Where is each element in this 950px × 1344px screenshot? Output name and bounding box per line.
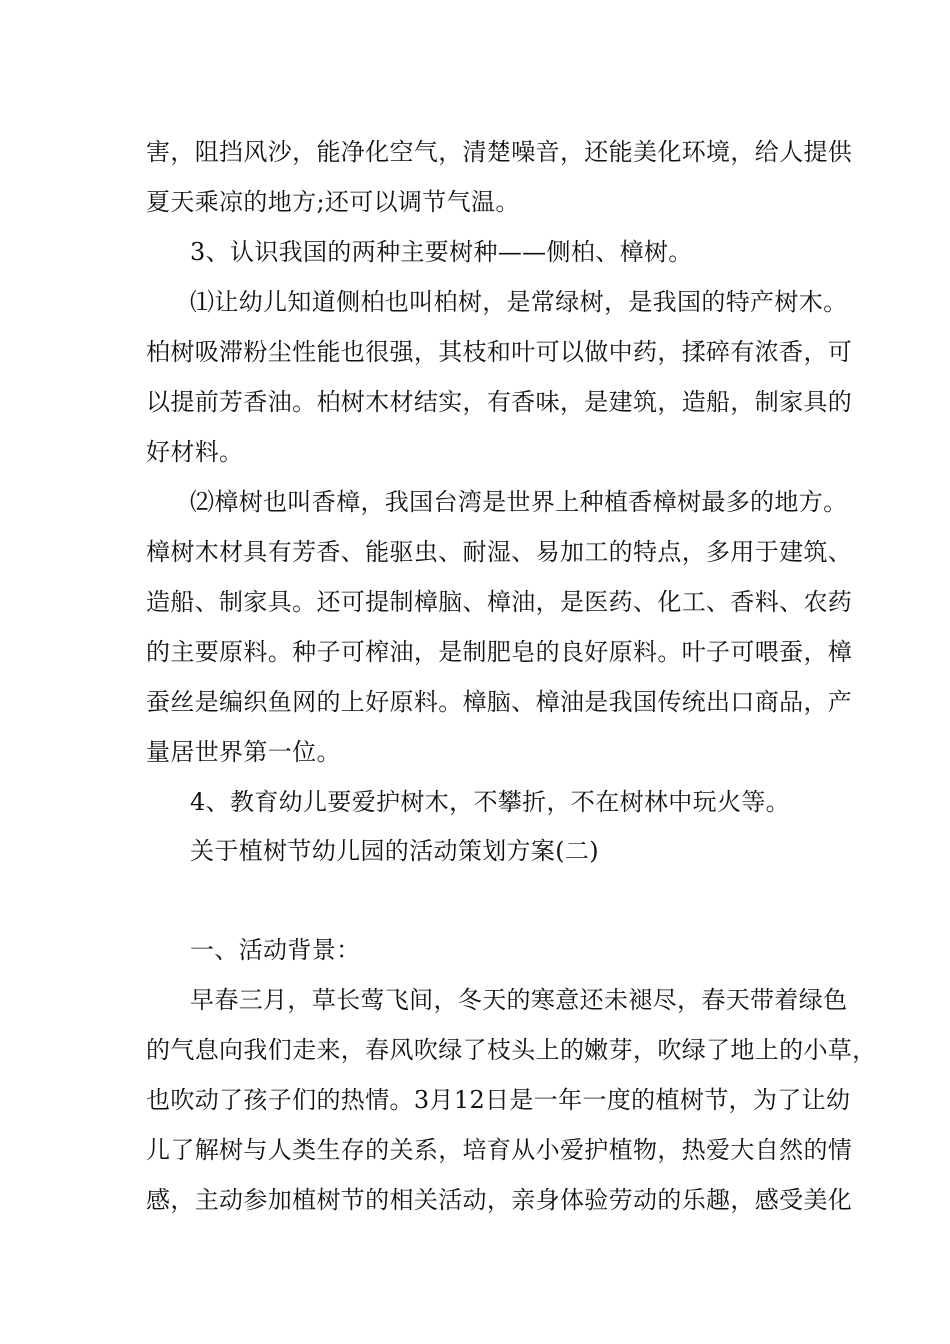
sub-item-2: ⑵樟树也叫香樟，我国台湾是世界上种植香樟树最多的地方。 xyxy=(190,488,848,516)
body-text-line: 害，阻挡风沙，能净化空气，清楚噪音，还能美化环境，给人提供 xyxy=(146,138,853,166)
body-text-line: 樟树木材具有芳香、能驱虫、耐湿、易加工的特点，多用于建筑、 xyxy=(146,538,853,566)
body-text-line: 儿了解树与人类生存的关系，培育从小爱护植物，热爱大自然的情 xyxy=(146,1136,853,1164)
sub-item-1: ⑴让幼儿知道侧柏也叫柏树，是常绿树，是我国的特产树木。 xyxy=(190,288,848,316)
body-text-line: 蚕丝是编织鱼网的上好原料。樟脑、樟油是我国传统出口商品，产 xyxy=(146,688,853,716)
body-text-line: 也吹动了孩子们的热情。3月12日是一年一度的植树节，为了让幼 xyxy=(146,1086,851,1114)
body-text-line: 造船、制家具。还可提制樟脑、樟油，是医药、化工、香料、农药 xyxy=(146,588,853,616)
numbered-item-4: 4、教育幼儿要爱护树木，不攀折，不在树林中玩火等。 xyxy=(190,788,791,816)
body-text-line: 的主要原料。种子可榨油，是制肥皂的良好原料。叶子可喂蚕，樟 xyxy=(146,638,853,666)
body-text-line: 以提前芳香油。柏树木材结实，有香味，是建筑，造船，制家具的 xyxy=(146,388,853,416)
section-title: 关于植树节幼儿园的活动策划方案(二) xyxy=(190,837,600,865)
body-text-line: 好材料。 xyxy=(146,438,244,466)
paragraph-start: 早春三月，草长莺飞间，冬天的寒意还未褪尽，春天带着绿色 xyxy=(190,986,848,1014)
section-heading: 一、活动背景： xyxy=(190,936,361,964)
body-text-line: 的气息向我们走来，春风吹绿了枝头上的嫩芽，吹绿了地上的小草， xyxy=(146,1036,877,1064)
body-text-line: 柏树吸滞粉尘性能也很强，其枝和叶可以做中药，揉碎有浓香，可 xyxy=(146,338,853,366)
numbered-item-3: 3、认识我国的两种主要树种——侧柏、樟树。 xyxy=(190,238,693,266)
body-text-line: 夏天乘凉的地方;还可以调节气温。 xyxy=(146,188,520,216)
body-text-line: 感，主动参加植树节的相关活动，亲身体验劳动的乐趣，感受美化 xyxy=(146,1186,853,1214)
body-text-line: 量居世界第一位。 xyxy=(146,738,341,766)
